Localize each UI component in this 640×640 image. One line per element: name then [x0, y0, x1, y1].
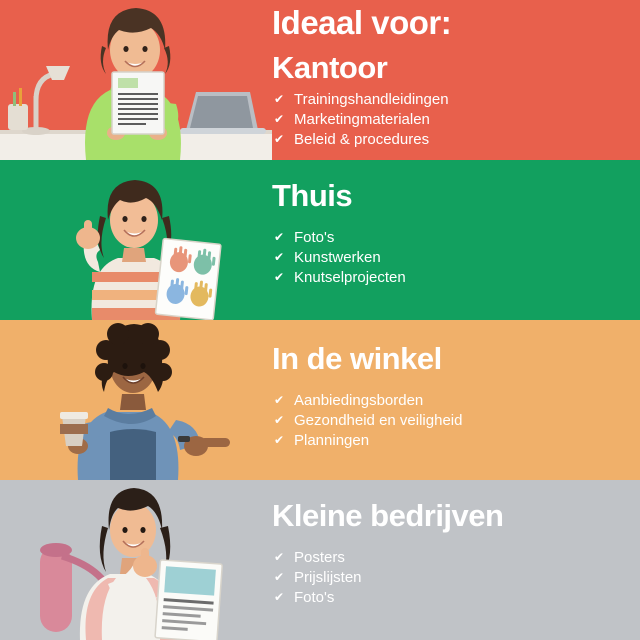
list-item-label: Knutselprojecten [294, 269, 406, 286]
photo-woman-holding-laminated-sheet-at-desk [0, 0, 272, 160]
panel-small-business [0, 480, 640, 640]
panel-small-business-bullets [274, 548, 362, 608]
list-item [274, 228, 406, 247]
check-icon: ✔ [274, 393, 285, 407]
panel-office [0, 0, 640, 160]
list-item [274, 110, 449, 129]
list-item-label: Foto's [294, 229, 335, 246]
list-item-label: Planningen [294, 432, 370, 449]
check-icon: ✔ [274, 590, 285, 604]
list-item [274, 130, 449, 149]
panel-home-title: Thuis [272, 178, 353, 213]
check-icon: ✔ [274, 270, 285, 284]
list-item [274, 548, 362, 567]
list-item-label: Trainingshandleidingen [294, 91, 449, 108]
check-icon: ✔ [274, 550, 285, 564]
panel-small-business-title: Kleine bedrijven [272, 498, 504, 533]
small-business-text-block [272, 480, 632, 640]
check-icon: ✔ [274, 112, 285, 126]
list-item [274, 90, 449, 109]
check-icon: ✔ [274, 92, 285, 106]
panel-home-bullets [274, 228, 406, 288]
list-item-label: Prijslijsten [294, 569, 362, 586]
list-item-label: Kunstwerken [294, 249, 381, 266]
office-text-block [272, 0, 632, 160]
panel-store [0, 320, 640, 480]
list-item-label: Posters [294, 549, 345, 566]
list-item-label: Beleid & procedures [294, 131, 430, 148]
panel-home [0, 160, 640, 320]
panel-office-title: Kantoor [272, 50, 388, 85]
home-text-block [272, 160, 632, 320]
list-item [274, 411, 462, 430]
check-icon: ✔ [274, 250, 285, 264]
list-item [274, 391, 462, 410]
list-item [274, 248, 406, 267]
check-icon: ✔ [274, 230, 285, 244]
check-icon: ✔ [274, 570, 285, 584]
list-item [274, 431, 462, 450]
panel-store-title: In de winkel [272, 341, 442, 376]
list-item-label: Foto's [294, 589, 335, 606]
store-text-block [272, 320, 632, 480]
list-item-label: Marketingmaterialen [294, 111, 430, 128]
panel-store-bullets [274, 391, 462, 451]
list-item [274, 568, 362, 587]
check-icon: ✔ [274, 132, 285, 146]
list-item-label: Aanbiedingsborden [294, 392, 424, 409]
photo-woman-with-yoga-mat-holding-laminated-poster [0, 480, 272, 640]
photo-woman-with-coffee-cup-pointing [0, 320, 272, 480]
list-item [274, 268, 406, 287]
photo-girl-thumbs-up-holding-handprint-artwork [0, 160, 272, 320]
list-item-label: Gezondheid en veiligheid [294, 412, 463, 429]
check-icon: ✔ [274, 413, 285, 427]
check-icon: ✔ [274, 433, 285, 447]
list-item [274, 588, 362, 607]
panel-office-bullets [274, 90, 449, 150]
page-title: Ideaal voor: [272, 4, 452, 41]
